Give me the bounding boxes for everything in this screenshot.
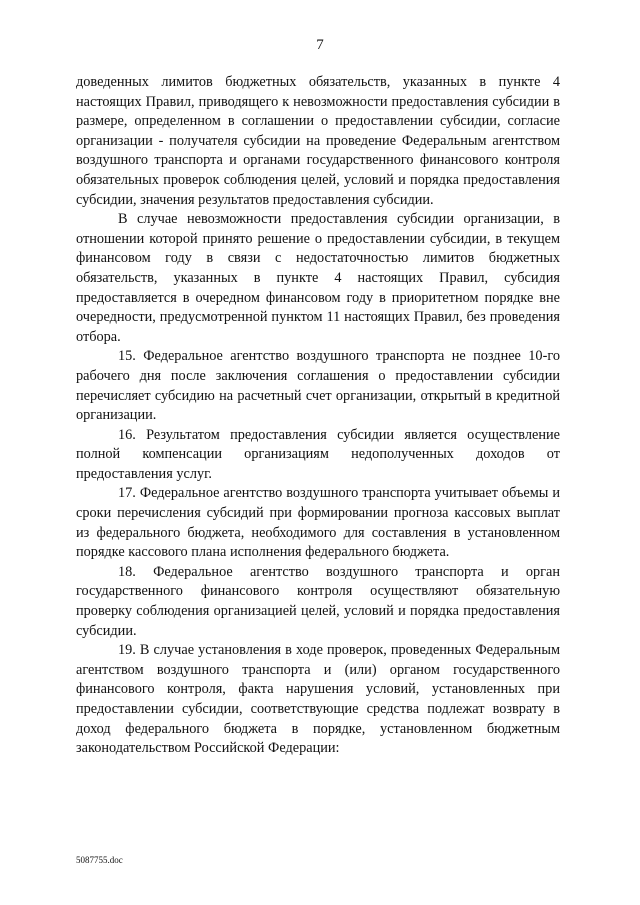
- paragraph-clause-19: 19. В случае установления в ходе проверок, проведенных Федеральным агентством воздушного транспорта и (или) органом государственного финансового контроля, факта нарушения условий, установленных при предоставлении субсидии, соответствующие средства подлежат возврату в доход федерального бюджета в порядке, установленном бюджетным законодательством Российской Федерации:: [76, 642, 560, 757]
- paragraph-clause-15: 15. Федеральное агентство воздушного транспорта не позднее 10-го рабочего дня после заключения соглашения о предоставлении субсидии перечисляет субсидию на расчетный счет организации, открытый в кредитной организации.: [76, 348, 560, 424]
- paragraph-clause-17: 17. Федеральное агентство воздушного транспорта учитывает объемы и сроки перечисления субсидий при формировании прогноза кассовых выплат из федерального бюджета, необходимого для составления в установленном порядке кассового плана исполнения федерального бюджета.: [76, 485, 560, 561]
- page-number: 7: [316, 37, 324, 53]
- paragraph-subsidy-next-year: В случае невозможности предоставления субсидии организации, в отношении которой принято решение о предоставлении субсидии, в текущем финансовом году в связи с недостаточностью лимитов бюджетных обязательств, указанных в пункте 4 настоящих Правил, субсидия предоставляется в очередном финансовом году в приоритетном порядке вне очередности, предусмотренной пунктом 11 настоящих Правил, без проведения отбора.: [76, 211, 560, 345]
- document-file-id: 5087755.doc: [76, 855, 123, 865]
- paragraph-clause-18: 18. Федеральное агентство воздушного транспорта и орган государственного финансового контроля осуществляют обязательную проверку соблюдения организацией целей, условий и порядка предоставления субсидии.: [76, 563, 560, 639]
- paragraph-continuation: доведенных лимитов бюджетных обязательств, указанных в пункте 4 настоящих Правил, приводящего к невозможности предоставления субсидии в размере, определенном в соглашении о предоставлении субсидии, согласие организации - получателя субсидии на проведение Федеральным агентством воздушного транспорта и органами государственного финансового контроля обязательных проверок соблюдения целей, условий и порядка предоставления субсидии, значения результатов предоставления субсидии.: [76, 74, 560, 208]
- document-body: [76, 73, 560, 759]
- paragraph-clause-16: 16. Результатом предоставления субсидии является осуществление полной компенсации организациям недополученных доходов от предоставления услуг.: [76, 426, 560, 482]
